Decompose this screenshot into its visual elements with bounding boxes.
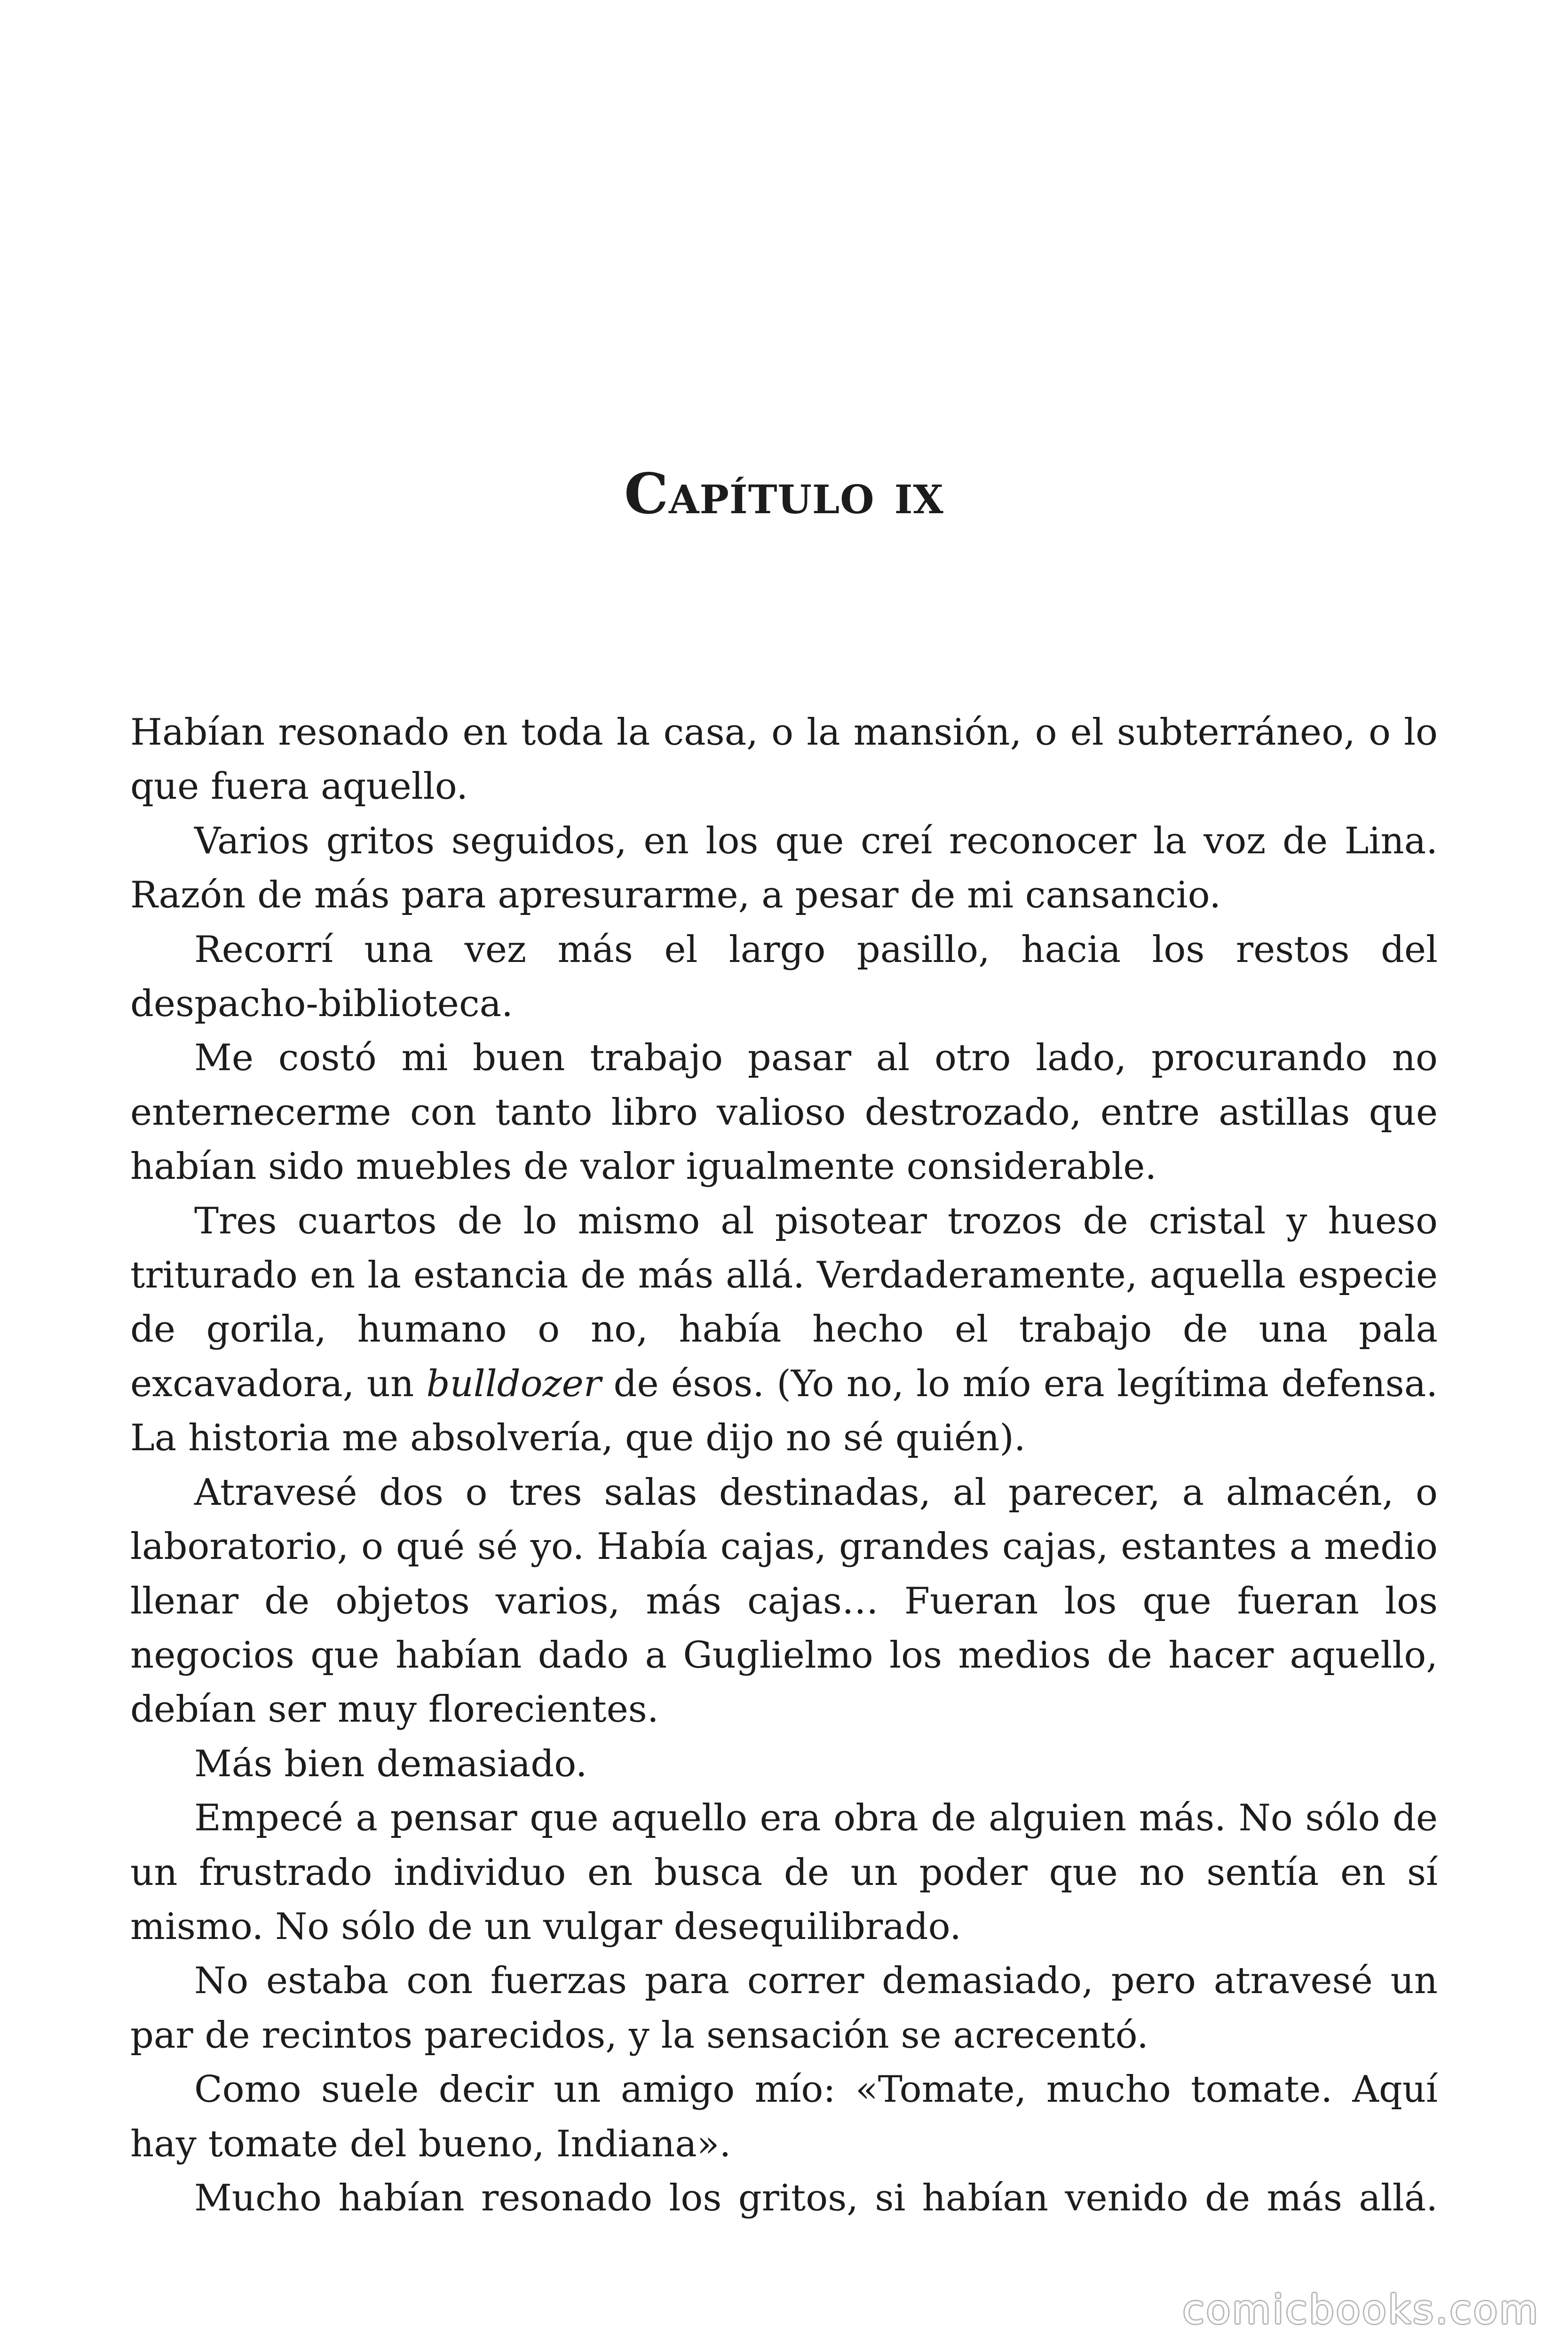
paragraph: Varios gritos seguidos, en los que creí reconocer la voz de Lina. Razón de más para apresurarme, a pesar de mi cansancio. — [130, 819, 1438, 917]
paragraph: Mucho habían resonado los gritos, si habían venido de más allá. — [194, 2177, 1438, 2219]
paragraph: Como suele decir un amigo mío: «Tomate, mucho tomate. Aquí hay tomate del bueno, Indiana». — [130, 2068, 1438, 2165]
site-watermark: comicbooks.com — [1182, 2287, 1540, 2333]
paragraph: Me costó mi buen trabajo pasar al otro lado, procurando no enternecerme con tanto libro valioso destrozado, entre astillas que habían sido muebles de valor igualmente considerable. — [130, 1037, 1438, 1188]
paragraph: Más bien demasiado. — [194, 1742, 587, 1785]
paragraph-text: Tres cuartos de lo mismo al pisotear trozos de cristal y hueso triturado en la estancia de más allá. Verdaderamente, aquella especie de gorila, humano o no, había hecho el trabajo de una pala excavadora, un — [130, 1200, 1438, 1405]
chapter-title: Capítulo ix — [624, 461, 944, 526]
chapter-body — [130, 706, 1438, 2225]
paragraph: No estaba con fuerzas para correr demasiado, pero atravesé un par de recintos parecidos, y la sensación se acrecentó. — [130, 1960, 1438, 2057]
paragraph: Empecé a pensar que aquello era obra de alguien más. No sólo de un frustrado individuo en busca de un poder que no sentía en sí mismo. No sólo de un vulgar desequilibrado. — [130, 1797, 1438, 1948]
paragraph: Recorrí una vez más el largo pasillo, hacia los restos del despacho-biblioteca. — [130, 928, 1438, 1025]
paragraph: Habían resonado en toda la casa, o la mansión, o el subterráneo, o lo que fuera aquello. — [130, 711, 1438, 808]
paragraph: Atravesé dos o tres salas destinadas, al parecer, a almacén, o laboratorio, o qué sé yo. Había cajas, grandes cajas, estantes a medio llenar de objetos varios, más cajas… Fueran los que fueran los negocios que habían dado a Guglielmo los medios de hacer aquello, debían ser muy florecientes. — [130, 1471, 1438, 1731]
paragraph — [130, 1194, 1438, 1466]
italic-term: bulldozer — [426, 1362, 602, 1405]
paragraph-text: de ésos. (Yo no, lo mío era legítima defensa. La historia me absolvería, que dijo no sé quién). — [130, 1362, 1438, 1460]
